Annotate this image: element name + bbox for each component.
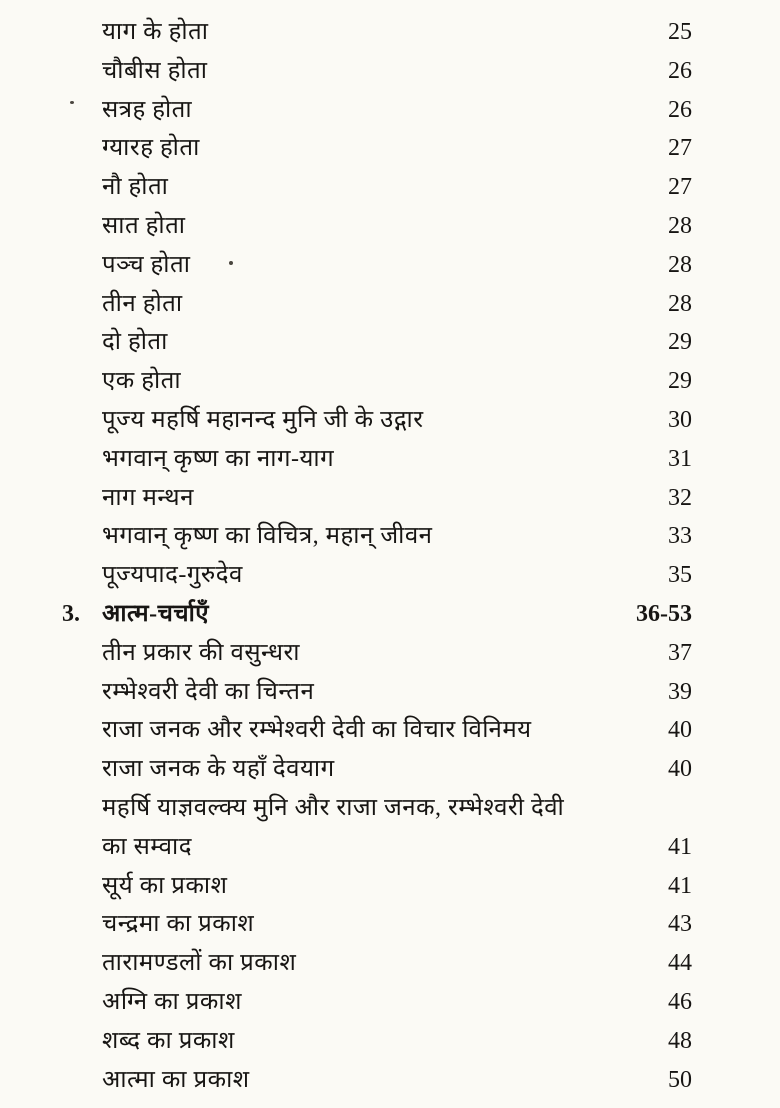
toc-row <box>0 944 780 983</box>
toc-entry-page: 39 <box>668 678 692 705</box>
toc-row <box>0 983 780 1022</box>
toc-row <box>0 129 780 168</box>
toc-entry-title: रम्भेश्वरी देवी का चिन्तन <box>102 678 315 705</box>
toc-entry-title: अग्नि का प्रकाश <box>102 988 242 1015</box>
toc-entry-page: 25 <box>668 19 692 45</box>
toc-entry-page: 36-53 <box>636 600 692 627</box>
toc-row <box>0 750 780 789</box>
toc-row <box>0 401 780 440</box>
toc-entry-title: सत्रह होता <box>102 96 193 123</box>
toc-entry-title: तीन प्रकार की वसुन्धरा <box>102 639 300 666</box>
toc-entry-title: चन्द्रमा का प्रकाश <box>102 911 255 938</box>
toc-row <box>0 673 780 712</box>
toc-entry-page: 40 <box>668 756 692 783</box>
toc-entry-page: 50 <box>668 1066 692 1093</box>
toc-entry-title: राजा जनक और रम्भेश्वरी देवी का विचार विनिमय <box>102 717 532 744</box>
toc-row <box>0 168 780 207</box>
toc-entry-title: भगवान् कृष्ण का विचित्र, महान् जीवन <box>102 523 433 550</box>
toc-entry-title: चौबीस होता <box>102 57 208 84</box>
toc-row <box>0 13 780 52</box>
toc-row <box>0 517 780 556</box>
toc-entry-page: 41 <box>668 872 692 899</box>
toc-entry-title: महर्षि याज्ञवल्क्य मुनि और राजा जनक, रम्भेश्वरी देवी <box>102 794 565 821</box>
toc-row <box>0 285 780 324</box>
toc-entry-title: पञ्च होता <box>102 251 191 278</box>
toc-row <box>0 1022 780 1061</box>
toc-entry-page: 26 <box>668 57 692 84</box>
toc-entry-title: दो होता <box>102 329 168 356</box>
toc-row <box>0 1061 780 1100</box>
toc-entry-page: 41 <box>668 833 692 860</box>
toc-entry-title: एक होता <box>102 368 182 395</box>
toc-row <box>0 362 780 401</box>
toc-entry-page: 28 <box>668 290 692 317</box>
toc-row <box>0 323 780 362</box>
toc-entry-page: 26 <box>668 96 692 123</box>
toc-row <box>0 91 780 130</box>
toc-entry-page: 48 <box>668 1027 692 1054</box>
toc-entry-title: ग्यारह होता <box>102 135 200 162</box>
toc-entry-page: 27 <box>668 174 692 201</box>
toc-entry-page: 27 <box>668 135 692 162</box>
toc-row <box>0 828 780 867</box>
toc-entry-page: 28 <box>668 251 692 278</box>
toc-row <box>0 207 780 246</box>
toc-entry-page: 43 <box>668 911 692 938</box>
toc-entry-title: तारामण्डलों का प्रकाश <box>102 950 297 977</box>
toc-entry-page: 37 <box>668 639 692 666</box>
toc-entry-title: तीन होता <box>102 290 183 317</box>
toc-entry-title: राजा जनक के यहाँ देवयाग <box>102 756 335 783</box>
scan-speck <box>70 101 74 104</box>
toc-entry-page: 30 <box>668 406 692 433</box>
toc-entry-title: आत्म-चर्चाएँ <box>102 600 210 627</box>
toc-entry-page: 44 <box>668 950 692 977</box>
toc-row <box>0 711 780 750</box>
toc-entry-page: 32 <box>668 484 692 511</box>
toc-row <box>0 440 780 479</box>
toc-entry-title: नाग मन्थन <box>102 484 194 511</box>
toc-entry-title: पूज्य महर्षि महानन्द मुनि जी के उद्गार <box>102 406 424 433</box>
toc-entry-title: आत्मा का प्रकाश <box>102 1066 250 1093</box>
toc-row <box>0 595 780 634</box>
toc-entry-number: 3. <box>62 600 80 627</box>
toc-entry-title: सात होता <box>102 212 186 239</box>
toc-entry-page: 33 <box>668 523 692 550</box>
toc-row <box>0 867 780 906</box>
toc-row <box>0 556 780 595</box>
scan-speck <box>229 261 233 265</box>
toc-row <box>0 789 780 828</box>
toc-entry-title: याग के होता <box>102 19 209 45</box>
toc-entry-title: का सम्वाद <box>102 833 192 860</box>
toc-entry-title: भगवान् कृष्ण का नाग-याग <box>102 445 335 472</box>
toc-entry-page: 29 <box>668 368 692 395</box>
toc-entry-title: नौ होता <box>102 174 169 201</box>
toc-entry-page: 40 <box>668 717 692 744</box>
toc-entry-page: 46 <box>668 988 692 1015</box>
toc-entry-page: 31 <box>668 445 692 472</box>
toc-entry-page: 28 <box>668 212 692 239</box>
toc-entry-title: शब्द का प्रकाश <box>102 1027 235 1054</box>
toc-row <box>0 905 780 944</box>
toc-entry-title: सूर्य का प्रकाश <box>102 872 228 899</box>
toc-row <box>0 479 780 518</box>
toc-entry-title: पूज्यपाद-गुरुदेव <box>102 562 243 589</box>
toc-entry-page: 29 <box>668 329 692 356</box>
toc-row <box>0 246 780 285</box>
toc-list <box>0 13 780 1099</box>
toc-entry-page: 35 <box>668 562 692 589</box>
toc-row <box>0 52 780 91</box>
toc-row <box>0 634 780 673</box>
